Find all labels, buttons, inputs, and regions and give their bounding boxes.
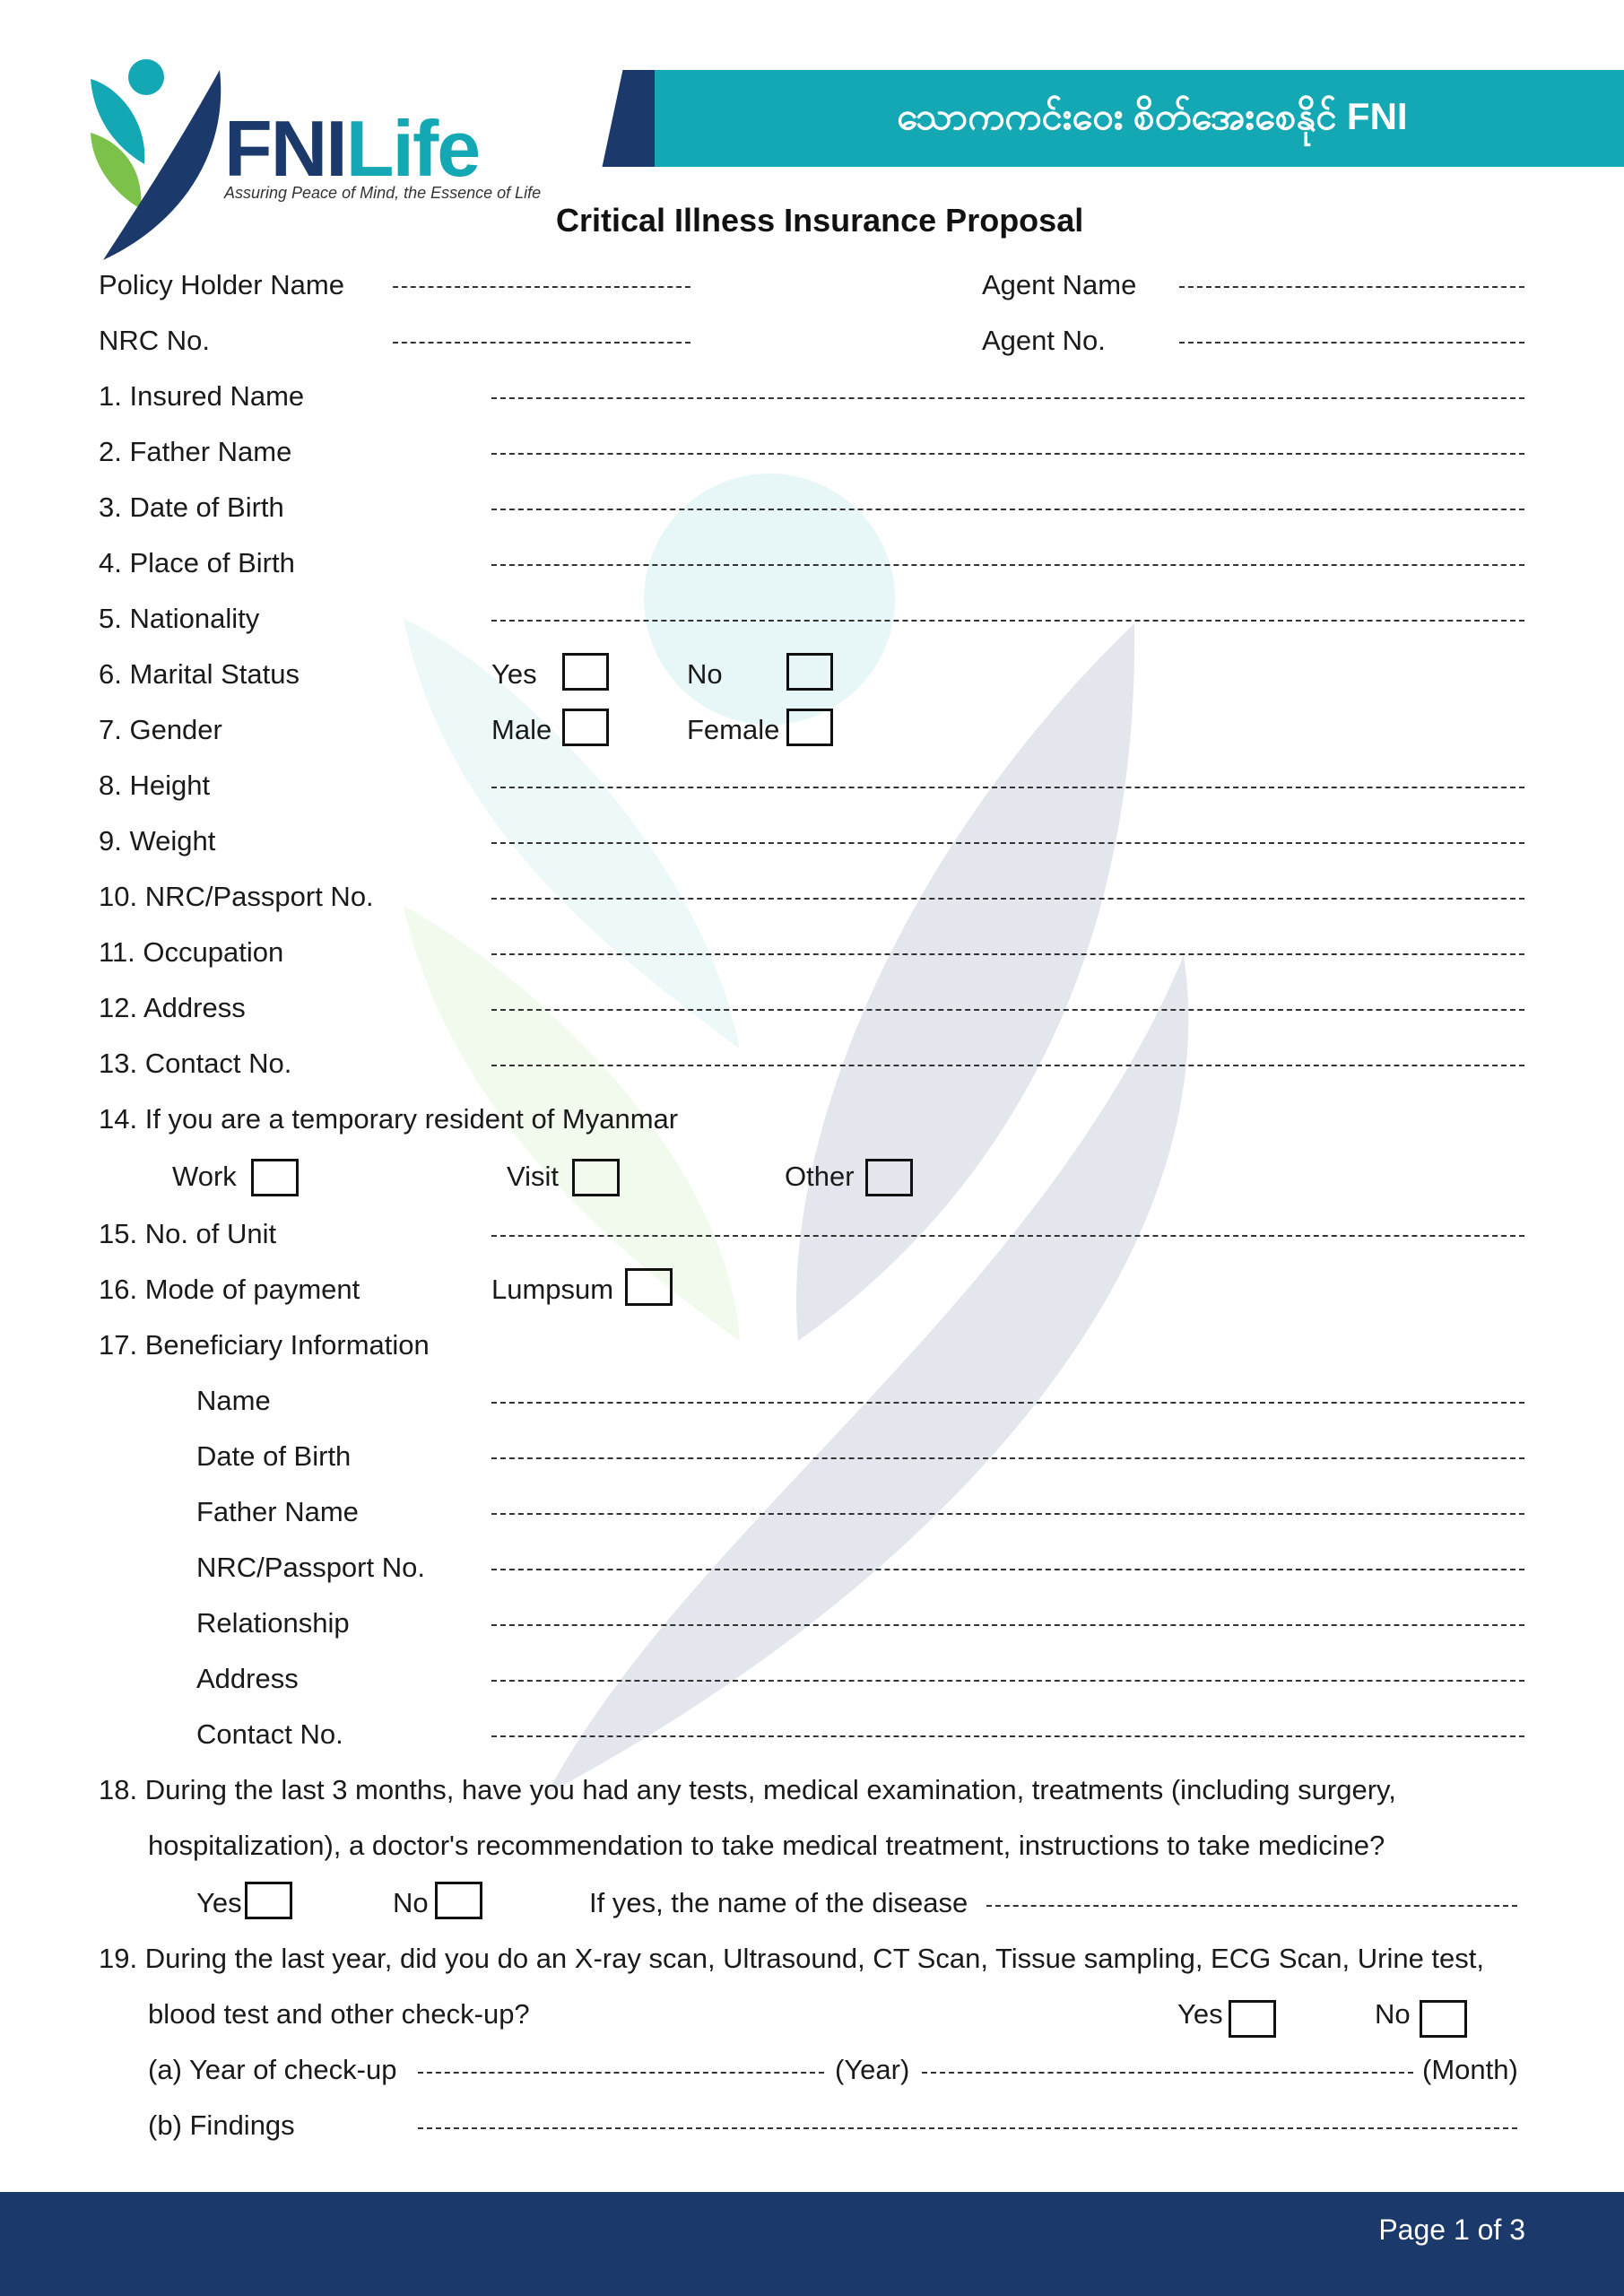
beneficiary-name-field[interactable]	[491, 1402, 1524, 1404]
lumpsum-label: Lumpsum	[491, 1274, 614, 1305]
resident-work-checkbox[interactable]	[251, 1159, 299, 1196]
form-title: Critical Illness Insurance Proposal	[556, 202, 1084, 239]
q18-no-label: No	[393, 1887, 429, 1918]
beneficiary-father-name-field[interactable]	[491, 1513, 1524, 1515]
q19-yes-label: Yes	[1177, 1998, 1223, 2030]
marital-no-label: No	[687, 658, 723, 690]
occupation-label: 11. Occupation	[99, 936, 284, 968]
q19-year-unit: (Year)	[835, 2054, 910, 2085]
insured-name-field[interactable]	[491, 397, 1524, 399]
q19-a-label: (a) Year of check-up	[148, 2054, 397, 2085]
q18-yes-label: Yes	[196, 1887, 242, 1918]
gender-label: 7. Gender	[99, 714, 222, 745]
temporary-resident-label: 14. If you are a temporary resident of Myanmar	[99, 1103, 679, 1135]
q18-no-checkbox[interactable]	[435, 1882, 482, 1919]
policy-holder-name-field[interactable]	[393, 286, 690, 288]
gender-male-checkbox[interactable]	[562, 709, 609, 746]
q19-yes-checkbox[interactable]	[1229, 2000, 1276, 2038]
gender-male-label: Male	[491, 714, 552, 745]
lumpsum-checkbox[interactable]	[625, 1268, 673, 1306]
q19-month-unit: (Month)	[1422, 2054, 1518, 2085]
resident-work-label: Work	[172, 1161, 237, 1192]
no-of-unit-label: 15. No. of Unit	[99, 1218, 277, 1249]
agent-no-field[interactable]	[1179, 342, 1524, 344]
resident-other-checkbox[interactable]	[865, 1159, 913, 1196]
nrc-no-field[interactable]	[393, 342, 690, 344]
nrc-passport-label: 10. NRC/Passport No.	[99, 881, 374, 912]
no-of-unit-field[interactable]	[491, 1235, 1524, 1237]
banner-slogan: သောကကင်းဝေး စိတ်အေးစေနိုင် FNI	[897, 95, 1408, 137]
beneficiary-info-label: 17. Beneficiary Information	[99, 1329, 430, 1361]
question-18-line1: 18. During the last 3 months, have you had any tests, medical examination, treatments (including surgery,	[99, 1774, 1396, 1805]
beneficiary-relationship-label: Relationship	[196, 1607, 350, 1639]
q19-no-checkbox[interactable]	[1420, 2000, 1467, 2038]
q19-findings-field[interactable]	[418, 2127, 1517, 2129]
q19-no-label: No	[1375, 1998, 1411, 2030]
contact-no-label: 13. Contact No.	[99, 1048, 292, 1079]
resident-visit-label: Visit	[507, 1161, 560, 1192]
height-label: 8. Height	[99, 770, 211, 801]
father-name-label: 2. Father Name	[99, 436, 292, 467]
address-field[interactable]	[491, 1009, 1524, 1011]
marital-yes-label: Yes	[491, 658, 537, 690]
nationality-field[interactable]	[491, 620, 1524, 622]
page-number: Page 1 of 3	[1378, 2213, 1525, 2246]
beneficiary-relationship-field[interactable]	[491, 1624, 1524, 1626]
company-logo-icon	[85, 52, 229, 263]
place-of-birth-field[interactable]	[491, 564, 1524, 566]
beneficiary-nrc-field[interactable]	[491, 1569, 1524, 1570]
logo-tagline: Assuring Peace of Mind, the Essence of Life	[224, 184, 542, 202]
beneficiary-dob-field[interactable]	[491, 1457, 1524, 1459]
weight-label: 9. Weight	[99, 825, 216, 857]
logo-life: Life	[345, 104, 480, 193]
beneficiary-address-label: Address	[196, 1663, 299, 1694]
address-label: 12. Address	[99, 992, 246, 1023]
nrc-passport-field[interactable]	[491, 898, 1524, 900]
beneficiary-father-name-label: Father Name	[196, 1496, 359, 1527]
occupation-field[interactable]	[491, 953, 1524, 955]
beneficiary-address-field[interactable]	[491, 1680, 1524, 1682]
q18-disease-label: If yes, the name of the disease	[589, 1887, 968, 1918]
marital-yes-checkbox[interactable]	[562, 653, 609, 691]
height-field[interactable]	[491, 787, 1524, 788]
insured-name-label: 1. Insured Name	[99, 380, 305, 412]
date-of-birth-label: 3. Date of Birth	[99, 491, 284, 523]
q19-b-label: (b) Findings	[148, 2109, 295, 2141]
place-of-birth-label: 4. Place of Birth	[99, 547, 295, 578]
date-of-birth-field[interactable]	[491, 509, 1524, 510]
resident-other-label: Other	[785, 1161, 855, 1192]
weight-field[interactable]	[491, 842, 1524, 844]
question-19-line2: blood test and other check-up?	[148, 1998, 530, 2030]
beneficiary-contact-label: Contact No.	[196, 1718, 343, 1750]
q18-yes-checkbox[interactable]	[245, 1882, 292, 1919]
question-18-line2: hospitalization), a doctor's recommendation to take medical treatment, instructions to take medicine?	[148, 1830, 1385, 1861]
nrc-no-label: NRC No.	[99, 325, 211, 356]
beneficiary-contact-field[interactable]	[491, 1735, 1524, 1737]
marital-status-label: 6. Marital Status	[99, 658, 300, 690]
gender-female-label: Female	[687, 714, 780, 745]
mode-of-payment-label: 16. Mode of payment	[99, 1274, 360, 1305]
company-logo-text	[224, 106, 479, 192]
marital-no-checkbox[interactable]	[786, 653, 833, 691]
logo-fni: FNI	[224, 104, 346, 193]
father-name-field[interactable]	[491, 453, 1524, 455]
beneficiary-nrc-label: NRC/Passport No.	[196, 1552, 425, 1583]
question-19-line1: 19. During the last year, did you do an X-ray scan, Ultrasound, CT Scan, Tissue sampling, ECG Scan, Urine test,	[99, 1943, 1485, 1974]
gender-female-checkbox[interactable]	[786, 709, 833, 746]
beneficiary-dob-label: Date of Birth	[196, 1440, 352, 1472]
agent-name-label: Agent Name	[982, 269, 1137, 300]
policy-holder-name-label: Policy Holder Name	[99, 269, 344, 300]
contact-no-field[interactable]	[491, 1065, 1524, 1066]
q18-disease-field[interactable]	[986, 1905, 1517, 1907]
agent-no-label: Agent No.	[982, 325, 1106, 356]
nationality-label: 5. Nationality	[99, 603, 260, 634]
beneficiary-name-label: Name	[196, 1385, 271, 1416]
resident-visit-checkbox[interactable]	[572, 1159, 620, 1196]
q19-month-field[interactable]	[922, 2072, 1413, 2074]
q19-year-field[interactable]	[418, 2072, 824, 2074]
agent-name-field[interactable]	[1179, 286, 1524, 288]
